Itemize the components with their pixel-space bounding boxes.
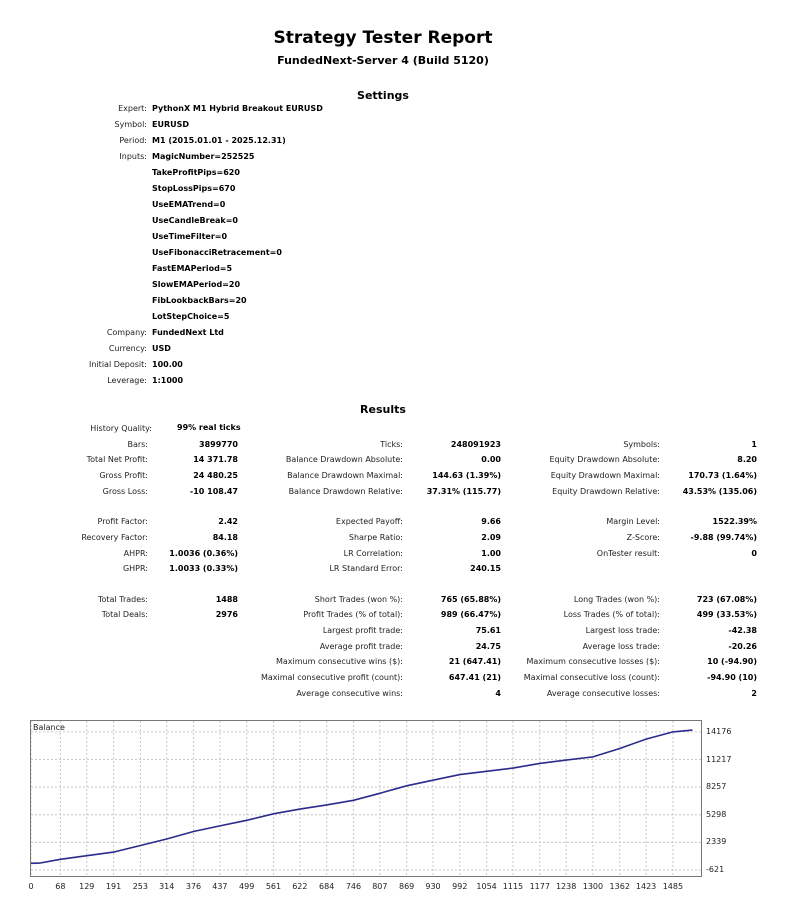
- result-col1-label: Total Deals:: [101, 610, 148, 619]
- result-col2-value: 647.41 (21): [448, 673, 501, 682]
- result-col2-label: LR Standard Error:: [329, 564, 403, 573]
- x-tick-label: 314: [159, 882, 175, 891]
- settings-value: MagicNumber=252525: [152, 152, 255, 161]
- settings-value: FundedNext Ltd: [152, 328, 224, 337]
- x-tick-label: 68: [55, 882, 66, 891]
- result-col1-value: 2.42: [218, 517, 238, 526]
- result-col2-label: Balance Drawdown Absolute:: [285, 455, 403, 464]
- y-tick-label: -621: [706, 865, 725, 874]
- result-col3-label: Margin Level:: [606, 517, 660, 526]
- x-tick-label: 992: [452, 882, 468, 891]
- result-col1-label: Gross Loss:: [102, 487, 148, 496]
- result-col1-label: Recovery Factor:: [81, 533, 148, 542]
- settings-value: 1:1000: [152, 376, 184, 385]
- result-col3-value: -42.38: [728, 626, 757, 635]
- balance-chart-svg: [31, 721, 701, 876]
- x-tick-label: 746: [345, 882, 362, 891]
- result-col3-value: 0: [751, 549, 757, 558]
- settings-label: Expert:: [118, 104, 147, 113]
- result-col1-value: 1488: [215, 595, 238, 604]
- result-col3-label: Symbols:: [623, 440, 660, 449]
- x-tick-label: 1115: [502, 882, 524, 891]
- report-title: Strategy Tester Report: [273, 28, 493, 48]
- balance-chart: [30, 720, 702, 877]
- result-col1-value: 1.0036 (0.36%): [169, 549, 238, 558]
- result-col2-label: Largest profit trade:: [322, 626, 403, 635]
- result-col2-label: Balance Drawdown Maximal:: [287, 471, 403, 480]
- settings-value: 100.00: [152, 360, 183, 369]
- result-col1-label: GHPR:: [122, 564, 148, 573]
- result-col2-label: Maximum consecutive wins ($):: [275, 657, 403, 666]
- settings-heading: Settings: [357, 89, 409, 102]
- x-tick-label: 1300: [582, 882, 604, 891]
- settings-value: StopLossPips=670: [152, 184, 236, 193]
- result-col1-value: 1.0033 (0.33%): [169, 564, 238, 573]
- chart-title: Balance: [33, 723, 65, 732]
- result-col3-label: Equity Drawdown Maximal:: [550, 471, 660, 480]
- result-col1-label: Profit Factor:: [97, 517, 148, 526]
- x-tick-label: 1362: [609, 882, 630, 891]
- settings-value: FastEMAPeriod=5: [152, 264, 233, 273]
- settings-label: Inputs:: [119, 152, 147, 161]
- result-col2-label: LR Correlation:: [343, 549, 403, 558]
- result-col3-value: 1522.39%: [712, 517, 757, 526]
- result-col3-value: 8.20: [737, 455, 757, 464]
- result-col3-label: Long Trades (won %):: [573, 595, 660, 604]
- x-tick-label: 561: [265, 882, 282, 891]
- result-col2-label: Maximal consecutive profit (count):: [260, 673, 403, 682]
- settings-value: UseEMATrend=0: [152, 200, 226, 209]
- result-col1-label: AHPR:: [123, 549, 148, 558]
- settings-label: Company:: [106, 328, 147, 337]
- result-col1-value: -10 108.47: [189, 487, 238, 496]
- result-col1-label: Total Net Profit:: [86, 455, 148, 464]
- result-col2-label: Balance Drawdown Relative:: [288, 487, 403, 496]
- result-col2-value: 248091923: [450, 440, 501, 449]
- result-col2-value: 37.31% (115.77): [426, 487, 501, 496]
- result-col3-value: -9.88 (99.74%): [690, 533, 757, 542]
- x-tick-label: 1177: [529, 882, 550, 891]
- settings-value: USD: [152, 344, 171, 353]
- result-col3-value: 1: [751, 440, 757, 449]
- result-col1-value: 84.18: [212, 533, 238, 542]
- result-col2-value: 765 (65.88%): [440, 595, 501, 604]
- x-tick-label: 684: [319, 882, 335, 891]
- history-quality-label: History Quality:: [90, 424, 152, 433]
- settings-value: PythonX M1 Hybrid Breakout EURUSD: [152, 104, 323, 113]
- result-col3-label: OnTester result:: [596, 549, 660, 558]
- result-col2-value: 9.66: [481, 517, 501, 526]
- y-tick-label: 8257: [706, 782, 727, 792]
- result-col3-value: -20.26: [728, 642, 757, 651]
- x-tick-label: 807: [372, 882, 388, 891]
- settings-value: M1 (2015.01.01 - 2025.12.31): [152, 136, 286, 145]
- x-tick-label: 930: [425, 882, 441, 891]
- result-col3-value: 10 (-94.90): [707, 657, 757, 666]
- result-col3-value: 2: [751, 689, 757, 698]
- result-col3-label: Average consecutive losses:: [546, 689, 660, 698]
- x-tick-label: 1485: [662, 882, 684, 891]
- result-col3-label: Average loss trade:: [582, 642, 660, 651]
- result-col1-value: 2976: [215, 610, 238, 619]
- result-col2-label: Expected Payoff:: [335, 517, 403, 526]
- settings-value: LotStepChoice=5: [152, 312, 230, 321]
- result-col2-label: Short Trades (won %):: [314, 595, 403, 604]
- result-col3-label: Equity Drawdown Absolute:: [549, 455, 660, 464]
- result-col3-label: Largest loss trade:: [585, 626, 660, 635]
- settings-label: Symbol:: [114, 120, 147, 129]
- x-tick-label: 376: [185, 882, 202, 891]
- result-col1-value: 3899770: [199, 440, 238, 449]
- result-col3-label: Maximum consecutive losses ($):: [526, 657, 660, 666]
- history-quality-value: 99% real ticks: [177, 423, 241, 432]
- x-tick-label: 1054: [476, 882, 497, 891]
- x-tick-label: 1423: [635, 882, 657, 891]
- x-tick-label: 129: [79, 882, 95, 891]
- result-col3-value: -94.90 (10): [707, 673, 757, 682]
- result-col1-label: Total Trades:: [98, 595, 148, 604]
- result-col1-value: 14 371.78: [193, 455, 238, 464]
- result-col1-label: Gross Profit:: [99, 471, 148, 480]
- server-subtitle: FundedNext-Server 4 (Build 5120): [277, 54, 489, 67]
- result-col2-value: 989 (66.47%): [440, 610, 501, 619]
- result-col2-label: Sharpe Ratio:: [348, 533, 403, 542]
- result-col2-value: 21 (647.41): [448, 657, 501, 666]
- result-col3-value: 170.73 (1.64%): [688, 471, 757, 480]
- result-col3-label: Equity Drawdown Relative:: [552, 487, 660, 496]
- result-col3-value: 43.53% (135.06): [682, 487, 757, 496]
- settings-value: TakeProfitPips=620: [152, 168, 240, 177]
- result-col3-label: Z-Score:: [626, 533, 660, 542]
- result-col2-value: 0.00: [481, 455, 501, 464]
- settings-label: Initial Deposit:: [89, 360, 147, 369]
- result-col2-label: Average profit trade:: [319, 642, 403, 651]
- settings-value: UseTimeFilter=0: [152, 232, 228, 241]
- results-heading: Results: [360, 403, 406, 416]
- result-col2-value: 240.15: [470, 564, 501, 573]
- result-col3-value: 723 (67.08%): [696, 595, 757, 604]
- y-tick-label: 11217: [706, 754, 732, 764]
- x-tick-label: 191: [105, 882, 122, 891]
- x-tick-label: 622: [292, 882, 308, 891]
- result-col2-value: 4: [495, 689, 501, 698]
- result-col3-label: Loss Trades (% of total):: [563, 610, 660, 619]
- result-col2-value: 1.00: [481, 549, 501, 558]
- x-tick-label: 869: [398, 882, 415, 891]
- settings-value: SlowEMAPeriod=20: [152, 280, 241, 289]
- x-tick-label: 499: [239, 882, 255, 891]
- result-col3-label: Maximal consecutive loss (count):: [523, 673, 660, 682]
- settings-value: UseCandleBreak=0: [152, 216, 238, 225]
- result-col2-label: Profit Trades (% of total):: [303, 610, 403, 619]
- settings-value: UseFibonacciRetracement=0: [152, 248, 282, 257]
- y-tick-label: 2339: [706, 837, 727, 847]
- y-tick-label: 5298: [706, 809, 727, 819]
- x-tick-label: 253: [132, 882, 148, 891]
- settings-label: Period:: [119, 136, 147, 145]
- x-tick-label: 0: [28, 882, 34, 891]
- y-tick-label: 14176: [706, 726, 732, 736]
- result-col2-value: 24.75: [475, 642, 501, 651]
- settings-value: FibLookbackBars=20: [152, 296, 247, 305]
- settings-label: Leverage:: [107, 376, 147, 385]
- result-col2-value: 2.09: [481, 533, 501, 542]
- result-col2-label: Average consecutive wins:: [296, 689, 403, 698]
- result-col2-label: Ticks:: [380, 440, 403, 449]
- result-col3-value: 499 (33.53%): [696, 610, 757, 619]
- result-col2-value: 144.63 (1.39%): [432, 471, 501, 480]
- result-col1-value: 24 480.25: [193, 471, 238, 480]
- settings-value: EURUSD: [152, 120, 190, 129]
- x-tick-label: 437: [212, 882, 228, 891]
- x-tick-label: 1238: [555, 882, 577, 891]
- result-col1-label: Bars:: [127, 440, 148, 449]
- result-col2-value: 75.61: [475, 626, 501, 635]
- settings-label: Currency:: [108, 344, 147, 353]
